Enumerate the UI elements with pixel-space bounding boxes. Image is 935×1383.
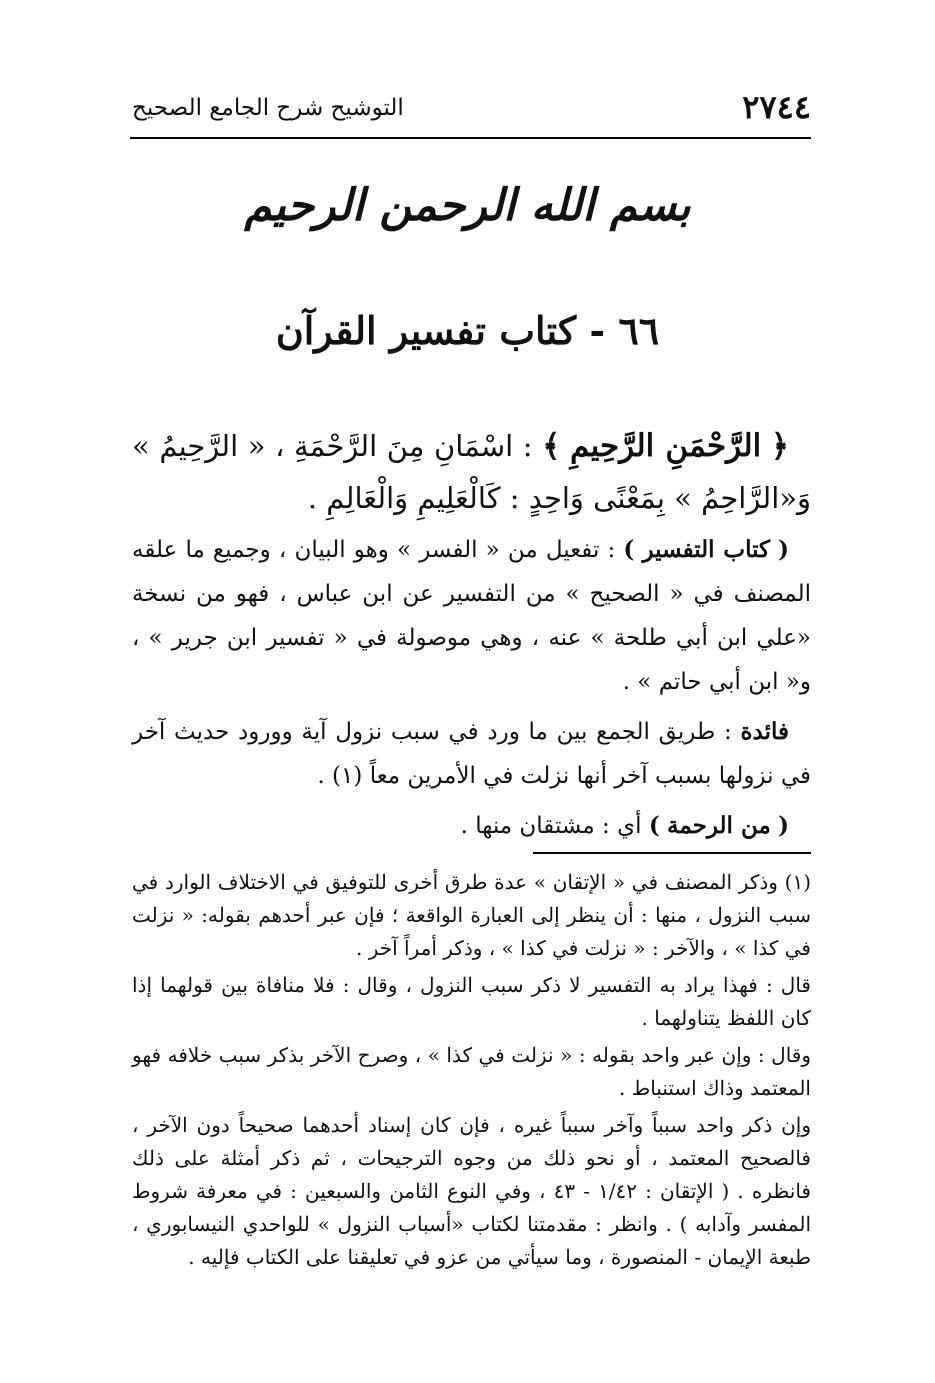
quran-commentary bbox=[132, 420, 811, 524]
running-header-title: التوشيح شرح الجامع الصحيح bbox=[132, 95, 404, 121]
quran-bracket-open: ﴿ bbox=[770, 428, 790, 464]
paragraph-faida: فائدة : طريق الجمع بين ما ورد في سبب نزول آية وورود حديث آخر في نزولها بسبب آخر أنها نزلت في الأمرين معاً (١) . bbox=[132, 718, 811, 789]
main-text bbox=[132, 420, 811, 854]
page-number: ٢٧٤٤ bbox=[742, 88, 811, 126]
chapter-title: ٦٦ - كتاب تفسير القرآن bbox=[275, 308, 660, 353]
footnote-paragraph: (١) وذكر المصنف في « الإتقان » عدة طرق أخرى للتوفيق في الاختلاف الوارد في سبب النزول ، منها : أن ينظر إلى العبارة الواقعة ؛ فإن عبر أحدهم بقوله: « نزلت في كذا » ، والآخر : « نزلت في كذا » ، وذكر أمراً آخر . bbox=[132, 870, 811, 960]
footnote-paragraph: وقال : وإن عبر واحد بقوله : « نزلت في كذا » ، وصرح الآخر بذكر سبب خلافه فهو المعتمد وذاك استنباط . bbox=[132, 1043, 811, 1100]
paragraph-kitab-tafsir: ( كتاب التفسير ) : تفعيل من « الفسر » وهو البيان ، وجميع ما علقه المصنف في « الصحيح » من التفسير عن ابن عباس ، فهو من نسخة «علي ابن أبي طلحة » عنه ، وهي موصولة في « تفسير ابن جرير » ، و« ابن أبي حاتم » . bbox=[132, 536, 811, 695]
quran-verse: الرَّحْمَنِ الرَّحِيمِ bbox=[569, 428, 762, 464]
paragraph-text: : تفعيل من « الفسر » وهو البيان ، وجميع ما علقه المصنف في « الصحيح » من التفسير عن ابن عباس ، فهو من نسخة «علي ابن أبي طلحة » عنه ، وهي موصولة في « تفسير ابن جرير » ، و« ابن أبي حاتم » . bbox=[132, 537, 811, 695]
footnotes bbox=[132, 866, 811, 1278]
basmala-calligraphy: بسم الله الرحمن الرحيم bbox=[244, 180, 691, 231]
header-rule bbox=[130, 137, 811, 139]
quran-explanation: : اسْمَانِ مِنَ الرَّحْمَةِ ، « الرَّحِيمُ » وَ«الرَّاحِمُ » بِمَعْنًى وَاحِدٍ : كَالْعَلِيمِ وَالْعَالِمِ . bbox=[132, 429, 811, 515]
term-kitab-tafsir: كتاب التفسير bbox=[642, 536, 770, 563]
label-faida: فائدة bbox=[740, 718, 790, 745]
footnote-paragraph: وإن ذكر واحد سبباً وآخر سبباً غيره ، فإن كان إسناد أحدهما صحيحاً دون الآخر ، فالصحيح المعتمد ، أو نحو ذلك من وجوه الترجيحات ، ثم ذكر أمثلة على ذلك فانظره . ( الإتقان : ١/٤٢ - ٤٣ ، وفي النوع الثامن والسبعين : في معرفة شروط المفسر وآدابه ) . وانظر : مقدمتنا لكتاب «أسباب النزول » للواحدي النيسابوري ، طبعة الإيمان - المنصورة ، وما سيأتي من عزو في تعليقنا على الكتاب فإليه . bbox=[132, 1113, 811, 1269]
footnote-reference[interactable]: (١) bbox=[332, 763, 363, 789]
paragraph-min-rahma: ( من الرحمة ) أي : مشتقان منها . bbox=[460, 812, 789, 839]
paragraph-text: : طريق الجمع بين ما ورد في سبب نزول آية وورود حديث آخر في نزولها بسبب آخر أنها نزلت في الأمرين معاً bbox=[132, 719, 811, 789]
term-min-rahma: من الرحمة bbox=[667, 812, 771, 839]
quran-bracket-close: ﴾ bbox=[542, 428, 561, 464]
paragraph-text: أي : مشتقان منها . bbox=[460, 813, 642, 839]
footnote-paragraph: قال : فهذا يراد به التفسير لا ذكر سبب النزول ، وقال : فلا منافاة بين قولهما إذا كان اللفظ يتناولهما . bbox=[132, 973, 811, 1030]
footnote-separator bbox=[533, 852, 811, 854]
